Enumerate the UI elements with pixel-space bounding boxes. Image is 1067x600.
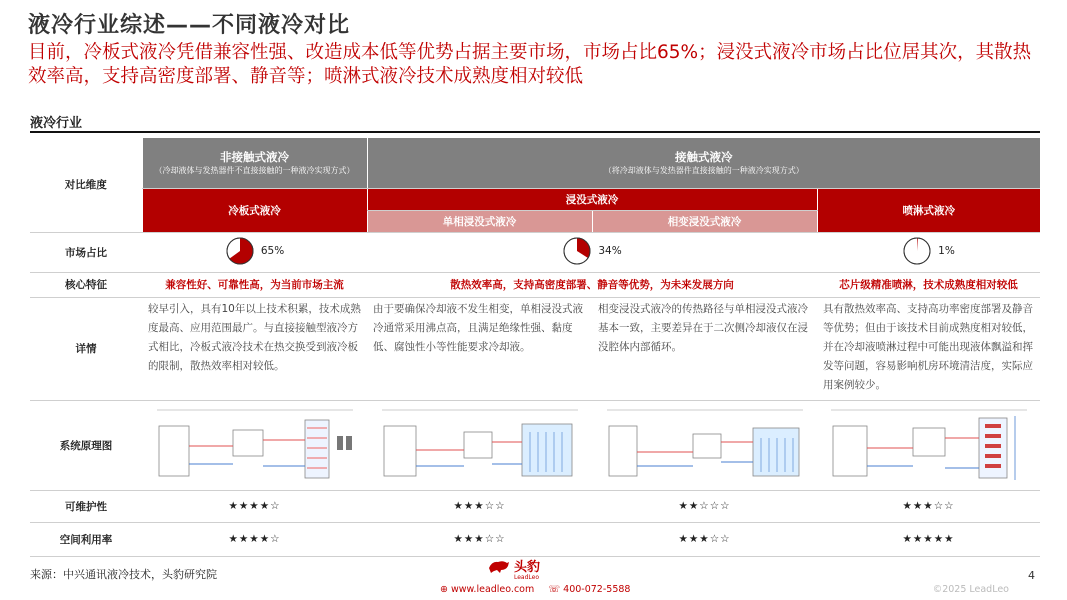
detail-two-phase: 相变浸没式液冷的传热路径与单相浸没式液冷基本一致，主要差异在于二次侧冷却液仅在浸没腔体内部循环。 [592, 297, 817, 400]
pie-chart [225, 236, 255, 266]
brand-logo [488, 556, 540, 575]
immersion-header: 浸没式液冷 [367, 188, 817, 210]
row-label-maintainability: 可维护性 [30, 490, 142, 522]
market-share-spray [817, 232, 1040, 272]
spray-system-diagram [829, 406, 1029, 484]
detail-single-phase: 由于要确保冷却液不发生相变，单相浸没式液冷通常采用沸点高，且满足绝缘性强、黏度低、腐蚀性小等性能要求冷却液。 [367, 297, 592, 400]
maintainability-rating: ★★★☆☆ [367, 490, 592, 522]
feature-cold-plate: 兼容性好、可靠性高，为当前市场主流 [142, 272, 367, 297]
row-label-details: 详情 [30, 297, 142, 400]
space-utilization-rating: ★★★★☆ [142, 522, 367, 556]
row-label-core-feature: 核心特征 [30, 272, 142, 297]
space-utilization-rating: ★★★☆☆ [367, 522, 592, 556]
market-share-immersion [367, 232, 817, 272]
diagram-cell-two-phase [592, 400, 817, 490]
copyright: ©2025 LeadLeo [932, 584, 1009, 595]
logo-subtext: LeadLeo [514, 574, 540, 581]
diagram-cell-spray [817, 400, 1040, 490]
row-label-space-utilization: 空间利用率 [30, 522, 142, 556]
section-label: 液冷行业 [30, 116, 83, 131]
cold-plate-system-diagram [155, 406, 355, 484]
diagram-cell-cold-plate [142, 400, 367, 490]
footer-contacts [440, 584, 630, 595]
market-share-value: 34% [598, 244, 622, 257]
non-contact-note: （冷却液体与发热器件不直接接触的一种液冷实现方式） [154, 166, 355, 176]
row-label-diagram: 系统原理图 [30, 400, 142, 490]
leopard-icon [488, 558, 510, 574]
space-utilization-rating: ★★★☆☆ [592, 522, 817, 556]
page-number: 4 [1028, 569, 1035, 582]
market-share-value: 65% [260, 244, 285, 257]
diagram-cell-single-phase [367, 400, 592, 490]
non-contact-header [142, 138, 367, 188]
row-label-market-share: 市场占比 [30, 232, 142, 272]
market-share-value: 1% [938, 244, 955, 257]
detail-spray: 具有散热效率高、支持高功率密度部署及静音等优势；但由于该技术目前成熟度相对较低，并在冷却液喷淋过程中可能出现液体飘溢和挥发等问题，容易影响机房环境清洁度，实际应用案例较少。 [817, 297, 1040, 400]
website-text: www.leadleo.com [451, 584, 535, 595]
feature-spray: 芯片级精准喷淋，技术成熟度相对较低 [817, 272, 1040, 297]
feature-immersion: 散热效率高，支持高密度部署、静音等优势，为未来发展方向 [367, 272, 817, 297]
market-share-cold-plate [142, 232, 367, 272]
type-spray: 喷淋式液冷 [817, 188, 1040, 232]
maintainability-rating: ★★★☆☆ [817, 490, 1040, 522]
maintainability-rating: ★★★★☆ [142, 490, 367, 522]
type-single-phase: 单相浸没式液冷 [367, 210, 592, 232]
type-cold-plate: 冷板式液冷 [142, 188, 367, 232]
pie-chart [902, 236, 932, 266]
maintainability-rating: ★★☆☆☆ [592, 490, 817, 522]
contact-title: 接触式液冷 [675, 150, 733, 165]
comparison-table [30, 138, 1040, 557]
contact-note: （将冷却液体与发热器件直接接触的一种液冷实现方式） [603, 166, 804, 176]
globe-icon: ⊕ [440, 584, 448, 595]
non-contact-title: 非接触式液冷 [220, 150, 289, 165]
phone-contact [548, 584, 630, 595]
single-phase-system-diagram [380, 406, 580, 484]
type-two-phase: 相变浸没式液冷 [592, 210, 817, 232]
phone-text: 400-072-5588 [563, 584, 631, 595]
page-subtitle: 目前，冷板式液冷凭借兼容性强、改造成本低等优势占据主要市场，市场占比65%；浸没式液冷市场占比位居其次，其散热效率高，支持高密度部署、静音等；喷淋式液冷技术成熟度相对较低 [28, 42, 1032, 87]
website-link[interactable] [440, 584, 534, 595]
pie-chart [562, 236, 592, 266]
section-divider [30, 131, 1040, 133]
contact-header [367, 138, 1040, 188]
page-title: 液冷行业综述——不同液冷对比 [28, 13, 351, 38]
space-utilization-rating: ★★★★★ [817, 522, 1040, 556]
dimension-header: 对比维度 [30, 138, 142, 232]
source-note: 来源：中兴通讯液冷技术，头豹研究院 [30, 568, 217, 581]
logo-text: 头豹 [514, 560, 541, 575]
detail-cold-plate: 较早引入，具有10年以上技术积累，技术成熟度最高、应用范围最广。与直接接触型液冷方式相比，冷板式液冷技术在热交换受到液冷板的限制，散热效率相对较低。 [142, 297, 367, 400]
phone-icon: ☏ [548, 584, 561, 595]
two-phase-system-diagram [605, 406, 805, 484]
